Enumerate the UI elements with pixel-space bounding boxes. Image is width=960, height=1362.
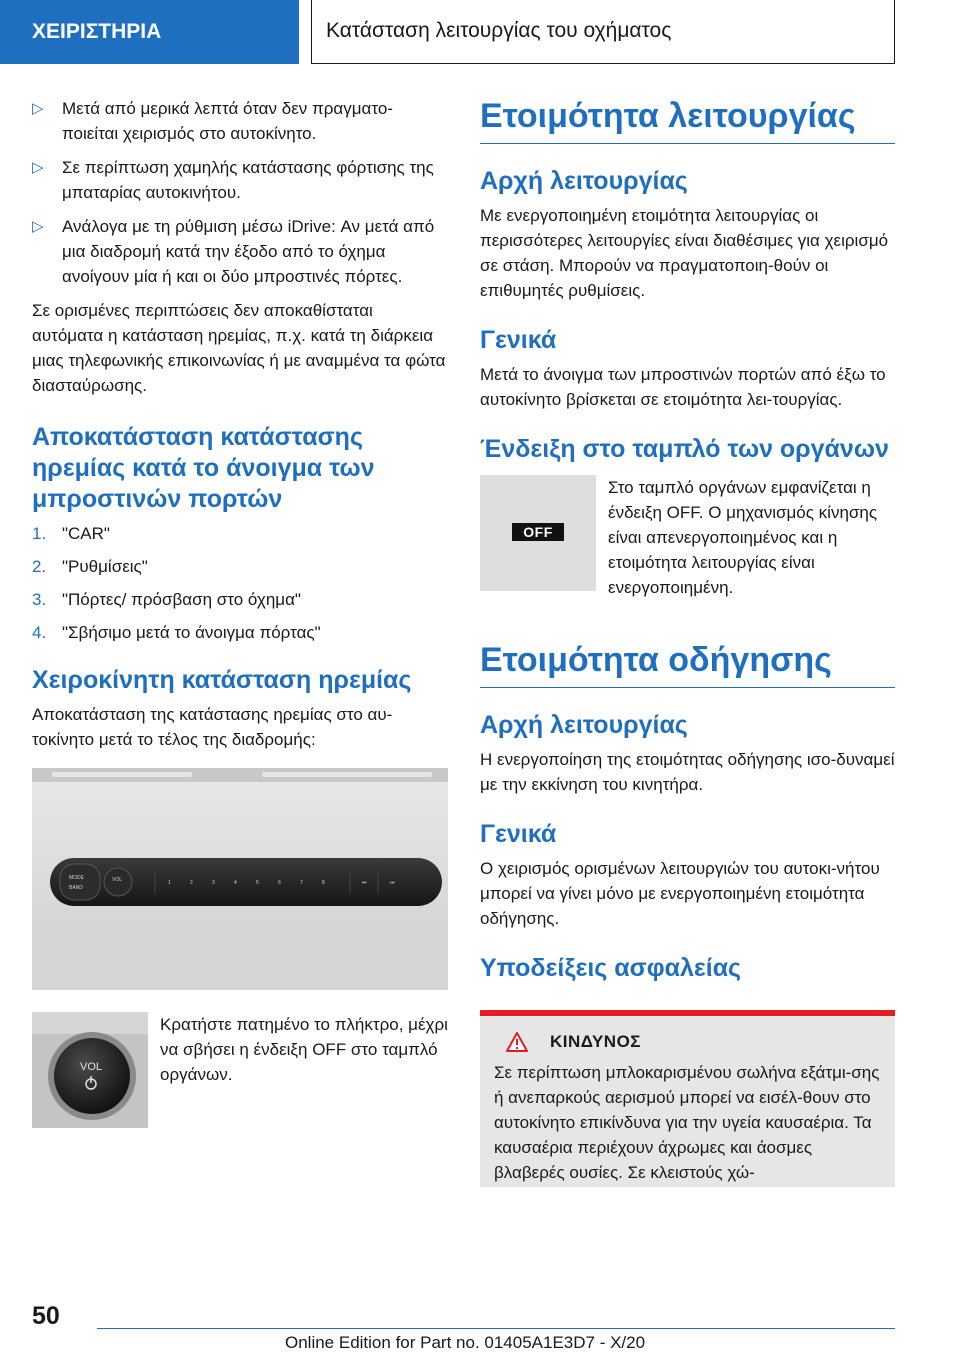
chapter-title: Κατάσταση λειτουργίας του οχήματος <box>311 0 895 64</box>
footer-divider <box>97 1328 895 1329</box>
left-column <box>32 96 448 1128</box>
warning-triangle-icon <box>506 1032 528 1052</box>
preset-label: 3 <box>212 880 215 886</box>
heading-restore: Αποκατάσταση κατάστασης ηρεμίας κατά το άνοιγμα των μπροστινών πορτών <box>32 423 375 513</box>
section-tab: ΧΕΙΡΙΣΤΗΡΙΑ <box>0 0 299 64</box>
heading-safety: Υποδείξεις ασφαλείας <box>480 954 742 982</box>
steps-list <box>32 521 448 645</box>
paragraph: Η ενεργοποίηση της ετοιμότητας οδήγησης ισο‐δυναμεί με την εκκίνηση του κινητήρα. <box>480 750 895 794</box>
off-indicator: OFF <box>512 523 564 541</box>
condition-list <box>32 96 448 289</box>
list-item: ▷ Σε περίπτωση χαμηλής κατάστασης φόρτισης της μπαταρίας αυτοκινήτου. <box>32 155 448 205</box>
danger-title: ΚΙΝΔΥΝΟΣ <box>550 1032 641 1051</box>
heading-manual: Χειροκίνητη κατάσταση ηρεμίας <box>32 666 412 694</box>
vol-label: VOL <box>112 877 123 883</box>
preset-label: 8 <box>322 880 325 886</box>
triangle-bullet-icon: ▷ <box>32 159 44 176</box>
step-item: 3. "Πόρτες/ πρόσβαση στο όχημα" <box>32 590 301 609</box>
heading-display: Ένδειξη στο ταμπλό των οργάνων <box>480 435 889 463</box>
preset-label: 4 <box>234 880 237 886</box>
triangle-bullet-icon: ▷ <box>32 100 44 117</box>
heading-general: Γενικά <box>480 326 557 354</box>
page-header <box>0 0 960 66</box>
knob-vol-label: VOL <box>80 1061 103 1073</box>
knob-figure <box>32 1012 448 1128</box>
prev-label: ⏮ <box>362 880 367 886</box>
vol-knob-photo <box>32 1012 148 1128</box>
preset-label: 1 <box>168 880 171 886</box>
mode-label: MODE <box>69 875 84 881</box>
heading-drive-readiness: Ετοιμότητα οδήγησης <box>480 640 895 688</box>
list-item: ▷ Μετά από μερικά λεπτά όταν δεν πραγματο‐ποιείται χειρισμός στο αυτοκίνητο. <box>32 96 448 146</box>
paragraph: Αποκατάσταση της κατάστασης ηρεμίας στο αυ‐τοκίνητο μετά το τέλος της διαδρομής: <box>32 705 393 749</box>
preset-label: 5 <box>256 880 259 886</box>
next-label: ⏭ <box>390 880 395 886</box>
radio-panel-illustration <box>32 768 448 990</box>
preset-label: 6 <box>278 880 281 886</box>
heading-principle: Αρχή λειτουργίας <box>480 711 688 739</box>
paragraph: Ο χειρισμός ορισμένων λειτουργιών του αυτοκι‐νήτου μπορεί να γίνει μόνο με ενεργοποιημένη ετοιμότητα οδήγησης. <box>480 859 880 928</box>
display-figure <box>480 475 895 600</box>
preset-label: 2 <box>190 880 193 886</box>
heading-general: Γενικά <box>480 820 557 848</box>
figure-caption: Κρατήστε πατημένο το πλήκτρο, μέχρι να σβήσει η ένδειξη OFF στο ταμπλό οργάνων. <box>160 1015 448 1084</box>
heading-principle: Αρχή λειτουργίας <box>480 167 688 195</box>
triangle-bullet-icon: ▷ <box>32 218 44 235</box>
footer-edition: Online Edition for Part no. 01405A1E3D7 - X/20 <box>285 1333 646 1352</box>
step-item: 1. "CAR" <box>32 524 110 543</box>
page-number: 50 <box>32 1302 60 1330</box>
paragraph: Μετά το άνοιγμα των μπροστινών πορτών από έξω το αυτοκίνητο βρίσκεται σε ετοιμότητα λει‐τουργίας. <box>480 365 886 409</box>
danger-text: Σε περίπτωση μπλοκαρισμένου σωλήνα εξάτμι‐σης ή ανεπαρκούς αερισμού μπορεί να εισέλ‐θουν στο αυτοκίνητο επικίνδυνα για την υγεία καυσαέρια. Τα καυσαέρια περιέχουν άχρωμες και άοσμες βλαβερές ουσίες. Σε κλειστούς χώ‐ <box>494 1063 880 1182</box>
danger-header <box>494 1032 881 1052</box>
step-item: 4. "Σβήσιμο μετά το άνοιγμα πόρτας" <box>32 623 321 642</box>
radio-panel-photo <box>32 768 448 990</box>
step-item: 2. "Ρυθμίσεις" <box>32 557 148 576</box>
heading-function-readiness: Ετοιμότητα λειτουργίας <box>480 96 895 144</box>
band-label: BAND <box>69 885 83 891</box>
preset-label: 7 <box>300 880 303 886</box>
paragraph: Με ενεργοποιημένη ετοιμότητα λειτουργίας οι περισσότερες λειτουργίες είναι διαθέσιμες για χειρισμό σε στάση. Μπορούν να πραγματοποιη‐θούν οι επιθυμητές ρυθμίσεις. <box>480 206 889 300</box>
list-item: ▷ Ανάλογα με τη ρύθμιση μέσω iDrive: Αν μετά από μια διαδρομή κατά την έξοδο από το όχημα ανοίγουν μία ή και οι δύο μπροστινές πόρτες. <box>32 214 448 289</box>
paragraph: Σε ορισμένες περιπτώσεις δεν αποκαθίσταται αυτόματα η κατάσταση ηρεμίας, π.χ. κατά τη διάρκεια μιας τηλεφωνικής επικοινωνίας ή με αναμμένα τα φώτα διασταύρωσης. <box>32 301 446 395</box>
power-knob-illustration <box>32 1012 148 1128</box>
instrument-cluster-thumb <box>480 475 596 591</box>
right-column <box>480 96 895 1187</box>
paragraph: Στο ταμπλό οργάνων εμφανίζεται η ένδειξη OFF. Ο μηχανισμός κίνησης είναι απενεργοποιημένος και η ετοιμότητα λειτουργίας είναι ενεργοποιημένη. <box>608 478 878 597</box>
danger-notice <box>480 1016 895 1187</box>
